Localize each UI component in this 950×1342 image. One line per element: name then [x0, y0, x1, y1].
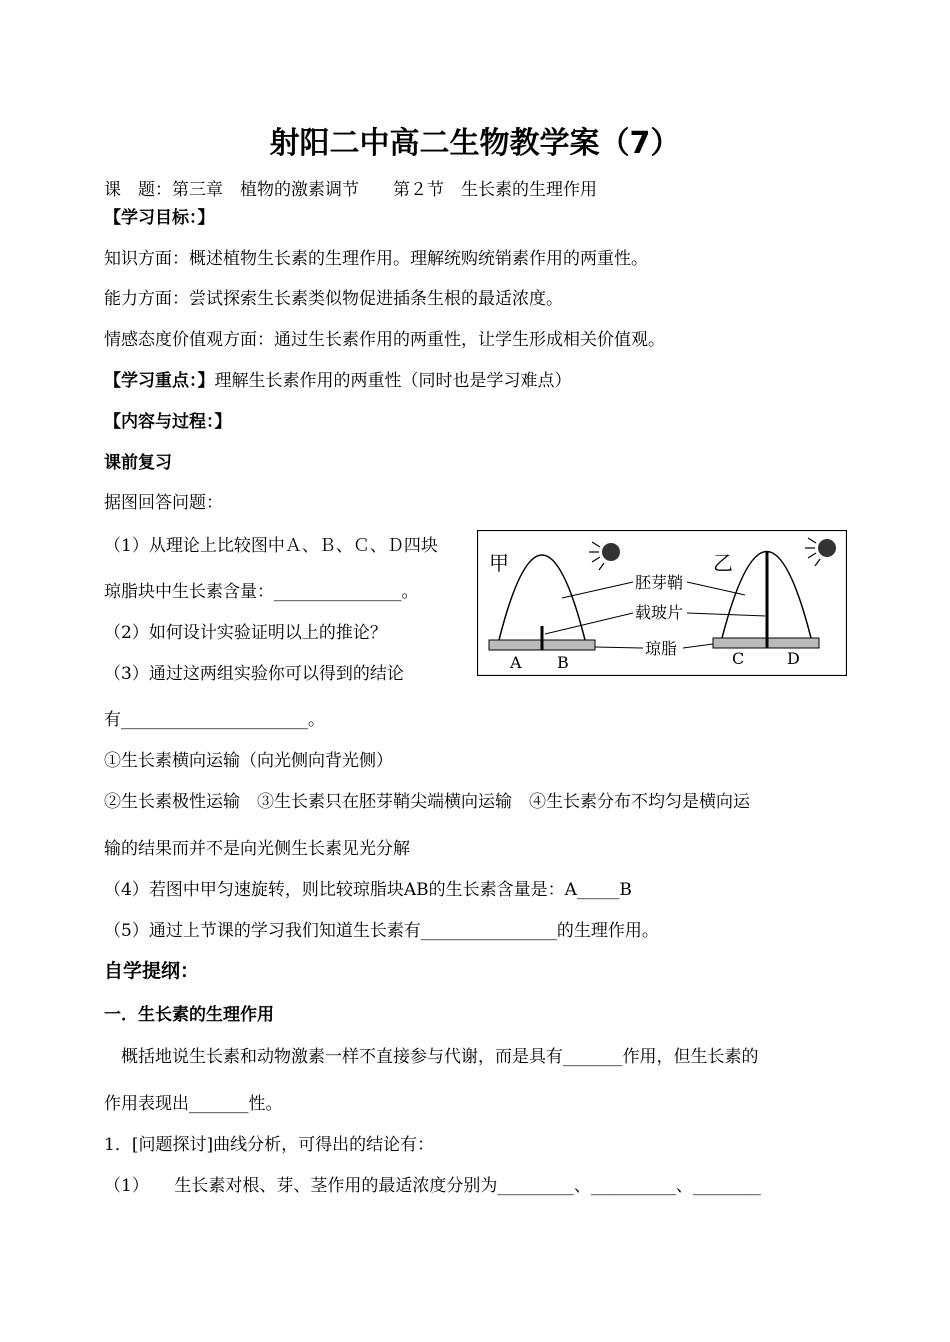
label-jia: 甲 [489, 551, 509, 575]
content-heading: 【内容与过程：】 [104, 412, 232, 432]
sun-icon-left [602, 543, 620, 561]
coleoptile-diagram [477, 530, 847, 676]
question-3b: 有______________________。 [104, 710, 325, 730]
label-b: B [557, 653, 569, 672]
sun-icon-right [818, 539, 836, 557]
page-title: 射阳二中高二生物教学案（7） [269, 126, 681, 161]
question-1a: （1）从理论上比较图中Ａ、Ｂ、Ｃ、Ｄ四块 [104, 536, 438, 556]
objective-values: 情感态度价值观方面：通过生长素作用的两重性，让学生形成相关价值观。 [104, 330, 665, 350]
label-c: C [732, 649, 745, 668]
label-a: A [510, 653, 522, 672]
lesson-line: 课 题：第三章 植物的激素调节 第２节 生长素的生理作用 [104, 180, 597, 200]
conclusion-2-cont: 输的结果而并不是向光侧生长素见光分解 [104, 839, 410, 859]
label-yi: 乙 [713, 551, 733, 575]
section1-paragraph-cont: 作用表现出_______性。 [104, 1094, 283, 1114]
section1-paragraph: 概括地说生长素和动物激素一样不直接参与代谢，而是具有_______作用，但生长素的 [104, 1047, 759, 1067]
conclusion-2: ②生长素极性运输 ③生长素只在胚芽鞘尖端横向运输 ④生长素分布不均匀是横向运 [104, 792, 750, 812]
section1-heading: 一．生长素的生理作用 [104, 1005, 274, 1025]
review-intro: 据图回答问题： [104, 493, 223, 513]
label-slide: 载玻片 [635, 603, 684, 622]
focus-line [104, 370, 572, 392]
focus-heading: 【学习重点：】 [104, 371, 215, 391]
coleoptile-figure [477, 530, 847, 676]
question-2: （2）如何设计实验证明以上的推论？ [104, 623, 387, 643]
objective-ability: 能力方面：尝试探索生长素类似物促进插条生根的最适浓度。 [104, 289, 563, 309]
review-heading: 课前复习 [104, 453, 172, 473]
question-5: （5）通过上节课的学习我们知道生长素有________________的生理作用。 [104, 921, 659, 941]
objectives-heading: 【学习目标：】 [104, 208, 215, 228]
item-1: 1．[问题探讨]曲线分析，可得出的结论有： [104, 1135, 435, 1155]
focus-text: 理解生长素作用的两重性（同时也是学习难点） [214, 371, 572, 391]
objective-knowledge: 知识方面：概述植物生长素的生理作用。理解统购统销素作用的两重性。 [104, 249, 648, 269]
question-4: （4）若图中甲匀速旋转，则比较琼脂块AB的生长素含量是：A_____B [104, 880, 632, 900]
outline-heading: 自学提纲： [104, 960, 200, 982]
label-coleoptile: 胚芽鞘 [635, 573, 684, 592]
item-1-1: （1） 生长素对根、芽、茎作用的最适浓度分别为_________、__________、________ [104, 1176, 761, 1196]
conclusion-1: ①生长素横向运输（向光侧向背光侧） [104, 751, 393, 771]
label-d: D [787, 649, 800, 668]
question-1b: 琼脂块中生长素含量：_______________。 [104, 582, 419, 602]
label-agar: 琼脂 [645, 639, 678, 658]
question-3a: （3）通过这两组实验你可以得到的结论 [104, 664, 404, 684]
